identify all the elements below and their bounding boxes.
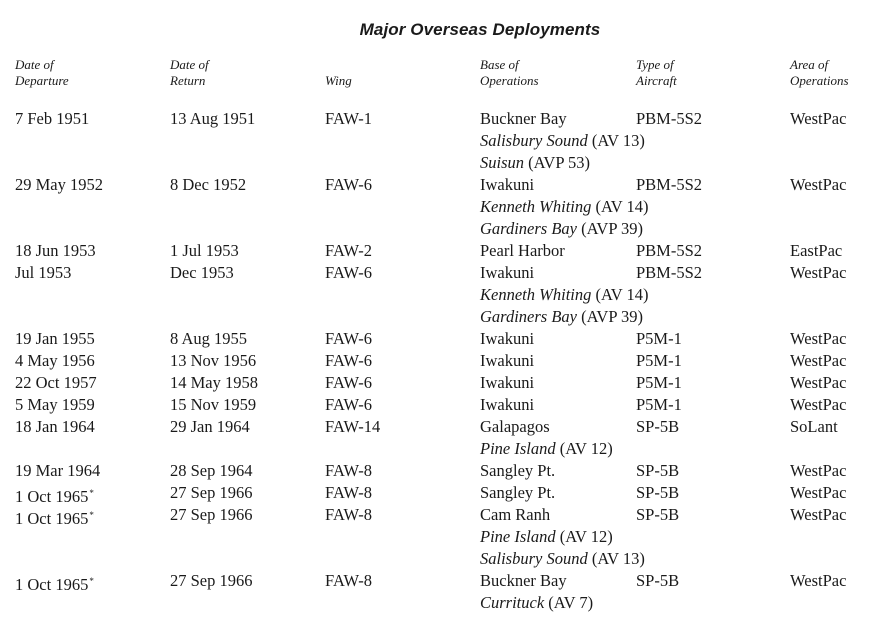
departure-cell: [15, 416, 95, 438]
wing-cell: [325, 504, 372, 526]
table-row: [0, 240, 891, 262]
area-cell-text: WestPac: [790, 373, 847, 392]
base-cell-text: Iwakuni: [480, 175, 535, 194]
ship-cell: [480, 196, 649, 218]
ship-cell: [480, 438, 613, 460]
departure-cell: [15, 394, 95, 416]
base-cell: [480, 460, 555, 482]
header-return: Date of Return: [170, 57, 209, 88]
area-cell-text: WestPac: [790, 571, 847, 590]
ship-name: Gardiners Bay: [480, 307, 578, 326]
page-title: Major Overseas Deployments: [359, 20, 601, 39]
return-cell: [170, 460, 253, 482]
area-cell-text: WestPac: [790, 483, 847, 502]
departure-cell-text: 7 Feb 1951: [15, 109, 90, 128]
area-cell: [790, 262, 846, 284]
area-cell-text: SoLant: [790, 417, 838, 436]
aircraft-cell-text: P5M-1: [636, 351, 682, 370]
footnote-mark: *: [89, 510, 94, 520]
aircraft-cell-text: P5M-1: [636, 329, 682, 348]
wing-cell-text: FAW-6: [325, 175, 372, 194]
area-cell-text: WestPac: [790, 505, 847, 524]
area-cell: [790, 394, 846, 416]
base-cell: [480, 328, 534, 350]
wing-cell-text: FAW-8: [325, 483, 372, 502]
departure-cell: [15, 240, 96, 262]
aircraft-cell-text: PBM-5S2: [636, 109, 703, 128]
ship-hull-number: (AVP 53): [524, 153, 591, 172]
table-row: [0, 482, 891, 504]
departure-cell: [15, 350, 95, 372]
table-row: [0, 416, 891, 438]
wing-cell-text: FAW-6: [325, 373, 372, 392]
ship-hull-number: (AV 14): [591, 285, 649, 304]
return-cell: [170, 174, 246, 196]
return-cell-text: 27 Sep 1966: [170, 505, 253, 524]
ship-hull-number: (AV 12): [555, 439, 613, 458]
departure-cell: [15, 328, 95, 350]
return-cell-text: 14 May 1958: [170, 373, 258, 392]
base-cell-text: Buckner Bay: [480, 109, 567, 128]
ship-name: Salisbury Sound: [480, 131, 588, 150]
return-cell: [170, 570, 253, 592]
return-cell: [170, 482, 253, 504]
return-cell-text: 1 Jul 1953: [170, 241, 239, 260]
wing-cell-text: FAW-8: [325, 461, 372, 480]
return-cell: [170, 328, 247, 350]
aircraft-cell-text: SP-5B: [636, 571, 680, 590]
base-cell: [480, 394, 534, 416]
wing-cell: [325, 394, 372, 416]
ship-row: [0, 526, 891, 548]
departure-cell-text: 19 Mar 1964: [15, 461, 101, 480]
area-cell: [790, 372, 846, 394]
wing-cell-text: FAW-6: [325, 351, 372, 370]
aircraft-cell: [636, 240, 702, 262]
ship-hull-number: (AV 13): [587, 549, 645, 568]
base-cell-text: Sangley Pt.: [480, 461, 556, 480]
departure-cell-text: 19 Jan 1955: [15, 329, 95, 348]
area-cell: [790, 482, 846, 504]
area-cell: [790, 240, 842, 262]
return-cell: [170, 504, 253, 526]
wing-cell: [325, 262, 372, 284]
base-cell: [480, 372, 534, 394]
return-cell-text: 27 Sep 1966: [170, 483, 253, 502]
aircraft-cell-text: P5M-1: [636, 395, 682, 414]
ship-row: [0, 152, 891, 174]
aircraft-cell: [636, 328, 682, 350]
area-cell: [790, 174, 846, 196]
header-area: Area of Operations: [790, 57, 849, 88]
wing-cell: [325, 570, 372, 592]
base-cell: [480, 504, 550, 526]
area-cell: [790, 570, 846, 592]
base-cell: [480, 262, 534, 284]
departure-cell-text: 18 Jun 1953: [15, 241, 96, 260]
return-cell: [170, 240, 239, 262]
wing-cell: [325, 240, 372, 262]
return-cell-text: 13 Aug 1951: [170, 109, 256, 128]
return-cell: [170, 350, 256, 372]
aircraft-cell: [636, 416, 679, 438]
ship-hull-number: (AVP 39): [577, 307, 644, 326]
wing-cell: [325, 482, 372, 504]
departure-cell-text: 1 Oct 1965: [15, 487, 89, 506]
base-cell: [480, 350, 534, 372]
wing-cell-text: FAW-6: [325, 329, 372, 348]
ship-cell: [480, 152, 590, 174]
aircraft-cell-text: PBM-5S2: [636, 263, 703, 282]
area-cell-text: WestPac: [790, 175, 847, 194]
base-cell: [480, 240, 565, 262]
wing-cell: [325, 108, 372, 130]
table-row: [0, 262, 891, 284]
base-cell-text: Pearl Harbor: [480, 241, 565, 260]
departure-cell-text: 22 Oct 1957: [15, 373, 97, 392]
ship-cell: [480, 130, 645, 152]
base-cell: [480, 416, 550, 438]
ship-name: Pine Island: [480, 439, 556, 458]
header-wing: Wing: [325, 73, 352, 88]
return-cell-text: 27 Sep 1966: [170, 571, 253, 590]
aircraft-cell-text: P5M-1: [636, 373, 682, 392]
base-cell: [480, 108, 567, 130]
table-row: [0, 108, 891, 130]
ship-row: [0, 306, 891, 328]
ship-row: [0, 130, 891, 152]
departure-cell-text: 1 Oct 1965: [15, 575, 89, 594]
ship-name: Gardiners Bay: [480, 219, 578, 238]
ship-row: [0, 284, 891, 306]
base-cell-text: Iwakuni: [480, 329, 535, 348]
wing-cell: [325, 328, 372, 350]
ship-name: Kenneth Whiting: [480, 197, 592, 216]
table-row: [0, 372, 891, 394]
table-row: [0, 460, 891, 482]
ship-hull-number: (AV 13): [587, 131, 645, 150]
ship-cell: [480, 306, 643, 328]
aircraft-cell-text: SP-5B: [636, 505, 680, 524]
aircraft-cell-text: SP-5B: [636, 483, 680, 502]
area-cell-text: WestPac: [790, 395, 847, 414]
table-row: [0, 174, 891, 196]
area-cell: [790, 460, 846, 482]
return-cell: [170, 108, 255, 130]
base-cell: [480, 482, 555, 504]
aircraft-cell-text: PBM-5S2: [636, 241, 703, 260]
base-cell: [480, 570, 567, 592]
ship-cell: [480, 218, 643, 240]
aircraft-cell: [636, 262, 702, 284]
footnote-mark: *: [89, 488, 94, 498]
return-cell: [170, 416, 250, 438]
departure-cell: [15, 108, 89, 130]
return-cell-text: 13 Nov 1956: [170, 351, 257, 370]
aircraft-cell: [636, 108, 702, 130]
ship-hull-number: (AV 12): [555, 527, 613, 546]
ship-cell: [480, 526, 613, 548]
base-cell: [480, 174, 534, 196]
wing-cell-text: FAW-8: [325, 505, 372, 524]
area-cell: [790, 350, 846, 372]
ship-row: [0, 548, 891, 570]
aircraft-cell-text: SP-5B: [636, 417, 680, 436]
base-cell-text: Buckner Bay: [480, 571, 567, 590]
area-cell-text: WestPac: [790, 329, 847, 348]
return-cell: [170, 394, 256, 416]
wing-cell-text: FAW-8: [325, 571, 372, 590]
wing-cell: [325, 174, 372, 196]
footnote-mark: *: [89, 576, 94, 586]
ship-name: Salisbury Sound: [480, 549, 588, 568]
aircraft-cell: [636, 460, 679, 482]
departure-cell-text: 5 May 1959: [15, 395, 95, 414]
header-aircraft: Type of Aircraft: [636, 57, 677, 88]
ship-hull-number: (AVP 39): [577, 219, 644, 238]
table-row: [0, 328, 891, 350]
aircraft-cell-text: SP-5B: [636, 461, 680, 480]
return-cell-text: 28 Sep 1964: [170, 461, 253, 480]
area-cell-text: WestPac: [790, 263, 847, 282]
return-cell-text: 15 Nov 1959: [170, 395, 257, 414]
aircraft-cell: [636, 394, 682, 416]
ship-cell: [480, 548, 645, 570]
area-cell-text: WestPac: [790, 109, 847, 128]
departure-cell-text: 1 Oct 1965: [15, 509, 89, 528]
ship-name: Suisun: [480, 153, 525, 172]
return-cell-text: 29 Jan 1964: [170, 417, 250, 436]
aircraft-cell: [636, 570, 679, 592]
return-cell-text: 8 Aug 1955: [170, 329, 248, 348]
ship-hull-number: (AV 14): [591, 197, 649, 216]
departure-cell: [15, 372, 97, 394]
departure-cell: [15, 460, 100, 482]
ship-row: [0, 438, 891, 460]
ship-name: Currituck: [480, 593, 545, 612]
area-cell: [790, 108, 846, 130]
ship-name: Pine Island: [480, 527, 556, 546]
aircraft-cell: [636, 482, 679, 504]
wing-cell-text: FAW-6: [325, 395, 372, 414]
ship-row: [0, 592, 891, 614]
ship-row: [0, 196, 891, 218]
wing-cell-text: FAW-1: [325, 109, 372, 128]
ship-hull-number: (AV 7): [544, 593, 594, 612]
wing-cell: [325, 416, 380, 438]
base-cell-text: Galapagos: [480, 417, 550, 436]
table-row: [0, 394, 891, 416]
area-cell: [790, 416, 838, 438]
aircraft-cell: [636, 504, 679, 526]
header-departure: Date of Departure: [15, 57, 69, 88]
return-cell-text: 8 Dec 1952: [170, 175, 247, 194]
departure-cell-text: 18 Jan 1964: [15, 417, 95, 436]
area-cell-text: WestPac: [790, 461, 847, 480]
wing-cell: [325, 350, 372, 372]
departure-cell: [15, 174, 103, 196]
header-base: Base of Operations: [480, 57, 539, 88]
base-cell-text: Iwakuni: [480, 263, 535, 282]
ship-cell: [480, 284, 649, 306]
base-cell-text: Sangley Pt.: [480, 483, 556, 502]
departure-cell-text: 4 May 1956: [15, 351, 95, 370]
base-cell-text: Iwakuni: [480, 351, 535, 370]
aircraft-cell: [636, 372, 682, 394]
area-cell-text: WestPac: [790, 351, 847, 370]
departure-cell-text: 29 May 1952: [15, 175, 103, 194]
aircraft-cell: [636, 350, 682, 372]
departure-cell-text: Jul 1953: [15, 263, 72, 282]
wing-cell: [325, 372, 372, 394]
area-cell: [790, 328, 846, 350]
aircraft-cell: [636, 174, 702, 196]
return-cell-text: Dec 1953: [170, 263, 234, 282]
aircraft-cell-text: PBM-5S2: [636, 175, 703, 194]
return-cell: [170, 262, 234, 284]
table-row: [0, 504, 891, 526]
table-row: [0, 350, 891, 372]
ship-row: [0, 218, 891, 240]
ship-name: Kenneth Whiting: [480, 285, 592, 304]
area-cell: [790, 504, 846, 526]
base-cell-text: Cam Ranh: [480, 505, 551, 524]
base-cell-text: Iwakuni: [480, 373, 535, 392]
wing-cell-text: FAW-14: [325, 417, 381, 436]
wing-cell-text: FAW-6: [325, 263, 372, 282]
base-cell-text: Iwakuni: [480, 395, 535, 414]
table-row: [0, 570, 891, 592]
return-cell: [170, 372, 258, 394]
ship-cell: [480, 592, 593, 614]
wing-cell: [325, 460, 372, 482]
departure-cell: [15, 262, 71, 284]
area-cell-text: EastPac: [790, 241, 843, 260]
wing-cell-text: FAW-2: [325, 241, 372, 260]
